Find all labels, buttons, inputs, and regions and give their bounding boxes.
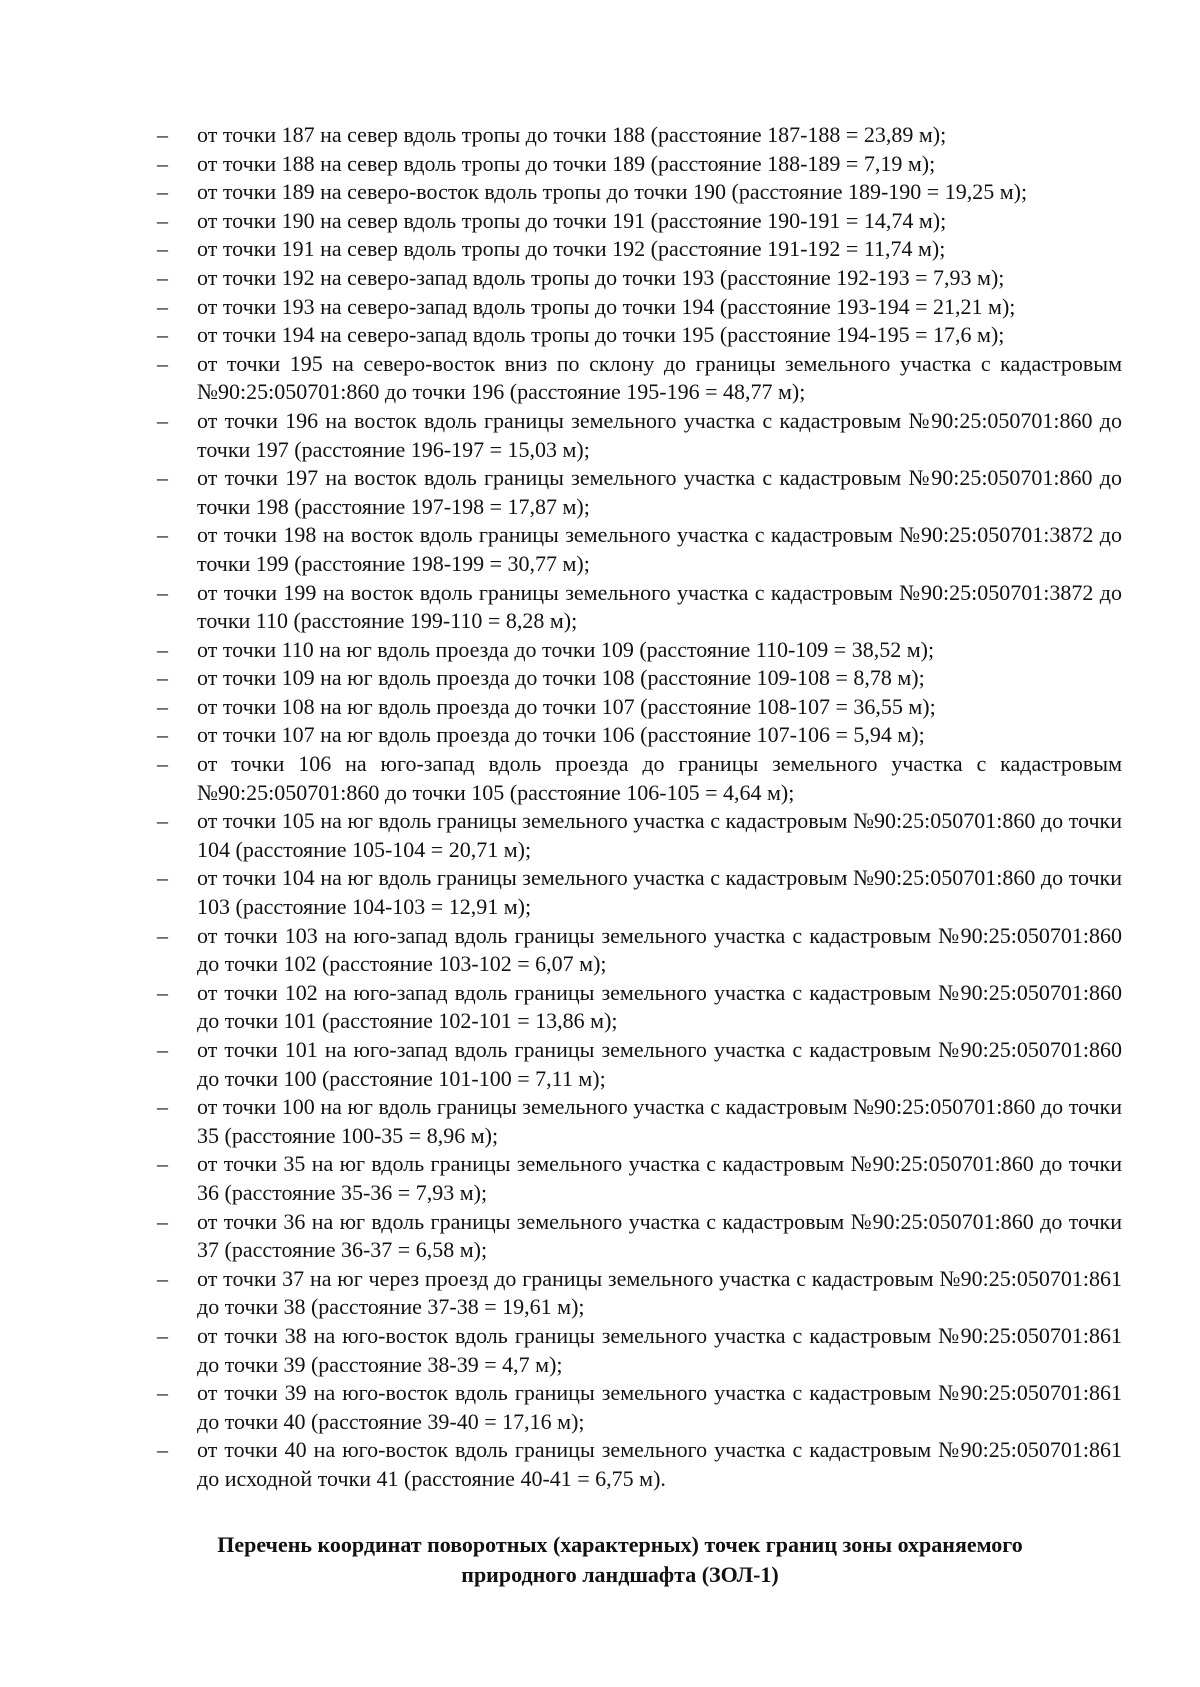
list-item-text: от точки 109 на юг вдоль проезда до точки 108 (расстояние 109-108 = 8,78 м); [197, 665, 925, 691]
list-bullet: – [157, 636, 168, 662]
list-bullet: – [157, 979, 168, 1005]
list-item-text: от точки 106 на юго-запад вдоль проезда до границы земельного участка с кадастровым №90:25:050701:860 до точки 105 (расстояние 106-105 = 4,64 м); [197, 751, 1122, 805]
list-item [0, 1322, 1200, 1379]
list-item-text: от точки 197 на восток вдоль границы земельного участка с кадастровым №90:25:050701:860 до точки 198 (расстояние 197-198 = 17,87 м); [197, 465, 1122, 519]
list-bullet: – [157, 122, 168, 147]
list-item-text: от точки 192 на северо-запад вдоль тропы до точки 193 (расстояние 192-193 = 7,93 м); [197, 264, 1005, 290]
list-bullet: – [157, 1037, 168, 1062]
list-item [0, 464, 1200, 521]
list-item-text: от точки 39 на юго-восток вдоль границы земельного участка с кадастровым №90:25:050701:861 до точки 40 (расстояние 39-40 = 17,16 м); [197, 1380, 1122, 1434]
list-item [0, 864, 1200, 921]
list-item-text: от точки 194 на северо-запад вдоль тропы до точки 195 (расстояние 194-195 = 17,6 м); [197, 322, 1005, 348]
list-item [0, 664, 1200, 693]
list-item-text: от точки 198 на восток вдоль границы земельного участка с кадастровым №90:25:050701:3872 до точки 199 (расстояние 198-199 = 30,77 м); [197, 522, 1122, 576]
list-bullet: – [157, 236, 168, 262]
list-item-text: от точки 189 на северо-восток вдоль тропы до точки 190 (расстояние 189-190 = 19,25 м); [197, 179, 1028, 205]
list-item-text: от точки 40 на юго-восток вдоль границы земельного участка с кадастровым №90:25:050701:861 до исходной точки 41 (расстояние 40-41 = 6,75 м). [197, 1437, 1122, 1491]
list-item-text: от точки 101 на юго-запад вдоль границы земельного участка с кадастровым №90:25:050701:860 до точки 100 (расстояние 101-100 = 7,11 м); [197, 1037, 1122, 1091]
list-item-text: от точки 193 на северо-запад вдоль тропы до точки 194 (расстояние 193-194 = 21,21 м); [197, 293, 1016, 319]
list-bullet: – [157, 350, 168, 376]
list-item-text: от точки 100 на юг вдоль границы земельного участка с кадастровым №90:25:050701:860 до точки 35 (расстояние 100-35 = 8,96 м); [197, 1094, 1122, 1148]
list-bullet: – [157, 522, 168, 548]
list-bullet: – [157, 179, 168, 205]
list-item [0, 1150, 1200, 1207]
list-bullet: – [157, 1437, 168, 1463]
list-item [0, 264, 1200, 293]
list-item [0, 521, 1200, 578]
list-bullet: – [157, 1265, 168, 1291]
list-bullet: – [157, 579, 168, 605]
list-item [0, 1036, 1200, 1093]
list-bullet: – [157, 865, 168, 891]
list-bullet: – [157, 1151, 168, 1177]
list-bullet: – [157, 693, 168, 719]
list-bullet: – [157, 322, 168, 348]
list-item-text: от точки 102 на юго-запад вдоль границы земельного участка с кадастровым №90:25:050701:860 до точки 101 (расстояние 102-101 = 13,86 м); [197, 979, 1122, 1034]
list-item [0, 807, 1200, 864]
list-item [0, 1379, 1200, 1436]
list-bullet: – [157, 1380, 168, 1406]
list-bullet: – [157, 1322, 168, 1348]
list-item-text: от точки 36 на юг вдоль границы земельного участка с кадастровым №90:25:050701:860 до точки 37 (расстояние 36-37 = 6,58 м); [197, 1208, 1122, 1263]
list-item [0, 293, 1200, 322]
list-bullet: – [157, 722, 168, 748]
list-item-text: от точки 110 на юг вдоль проезда до точки 109 (расстояние 110-109 = 38,52 м); [197, 636, 935, 662]
boundary-description-list [0, 121, 1200, 1494]
list-item-text: от точки 188 на север вдоль тропы до точки 189 (расстояние 188-189 = 7,19 м); [197, 150, 936, 176]
list-item [0, 121, 1200, 150]
list-item-text: от точки 103 на юго-запад вдоль границы земельного участка с кадастровым №90:25:050701:860 до точки 102 (расстояние 103-102 = 6,07 м); [197, 922, 1122, 977]
list-item [0, 721, 1200, 750]
list-item-text: от точки 108 на юг вдоль проезда до точки 107 (расстояние 108-107 = 36,55 м); [197, 693, 936, 719]
list-item [0, 750, 1200, 807]
list-item-text: от точки 38 на юго-восток вдоль границы земельного участка с кадастровым №90:25:050701:861 до точки 39 (расстояние 38-39 = 4,7 м); [197, 1322, 1122, 1377]
list-item-text: от точки 35 на юг вдоль границы земельного участка с кадастровым №90:25:050701:860 до точки 36 (расстояние 35-36 = 7,93 м); [197, 1151, 1122, 1205]
list-item-text: от точки 199 на восток вдоль границы земельного участка с кадастровым №90:25:050701:3872 до точки 110 (расстояние 199-110 = 8,28 м); [197, 579, 1122, 634]
list-item-text: от точки 107 на юг вдоль проезда до точки 106 (расстояние 107-106 = 5,94 м); [197, 722, 925, 748]
list-bullet: – [157, 465, 168, 491]
list-item [0, 321, 1200, 350]
list-item-text: от точки 191 на север вдоль тропы до точки 192 (расстояние 191-192 = 11,74 м); [197, 236, 946, 262]
list-item-text: от точки 195 на северо-восток вниз по склону до границы земельного участка с кадастровым №90:25:050701:860 до точки 196 (расстояние 195-196 = 48,77 м); [197, 350, 1122, 405]
list-bullet: – [157, 1094, 168, 1120]
list-item [0, 922, 1200, 979]
list-bullet: – [157, 922, 168, 948]
list-bullet: – [157, 808, 168, 834]
list-item [0, 178, 1200, 207]
list-item [0, 235, 1200, 264]
list-bullet: – [157, 150, 168, 176]
list-item [0, 150, 1200, 179]
list-item-text: от точки 37 на юг через проезд до границы земельного участка с кадастровым №90:25:050701:861 до точки 38 (расстояние 37-38 = 19,61 м); [197, 1265, 1122, 1320]
list-item [0, 1265, 1200, 1322]
list-item [0, 1093, 1200, 1150]
list-item-text: от точки 105 на юг вдоль границы земельного участка с кадастровым №90:25:050701:860 до точки 104 (расстояние 105-104 = 20,71 м); [197, 808, 1122, 862]
list-item-text: от точки 190 на север вдоль тропы до точки 191 (расстояние 190-191 = 14,74 м); [197, 207, 947, 233]
list-item [0, 350, 1200, 407]
list-bullet: – [157, 207, 168, 233]
list-item-text: от точки 196 на восток вдоль границы земельного участка с кадастровым №90:25:050701:860 до точки 197 (расстояние 196-197 = 15,03 м); [197, 407, 1122, 462]
section-heading [0, 1530, 1200, 1590]
list-item [0, 407, 1200, 464]
list-bullet: – [157, 665, 168, 691]
list-item-text: от точки 104 на юг вдоль границы земельного участка с кадастровым №90:25:050701:860 до точки 103 (расстояние 104-103 = 12,91 м); [197, 865, 1122, 920]
list-item [0, 693, 1200, 722]
list-item-text: от точки 187 на север вдоль тропы до точки 188 (расстояние 187-188 = 23,89 м); [197, 122, 947, 147]
section-heading-line-2: природного ландшафта (ЗОЛ-1) [461, 1561, 779, 1587]
list-item [0, 207, 1200, 236]
list-bullet: – [157, 264, 168, 290]
list-bullet: – [157, 1208, 168, 1234]
list-bullet: – [157, 407, 168, 433]
list-item [0, 979, 1200, 1036]
list-item [0, 1208, 1200, 1265]
list-item [0, 636, 1200, 665]
list-bullet: – [157, 293, 168, 319]
list-item [0, 1436, 1200, 1493]
section-heading-line-1: Перечень координат поворотных (характерных) точек границ зоны охраняемого [217, 1531, 1023, 1557]
list-item [0, 579, 1200, 636]
list-bullet: – [157, 751, 168, 777]
